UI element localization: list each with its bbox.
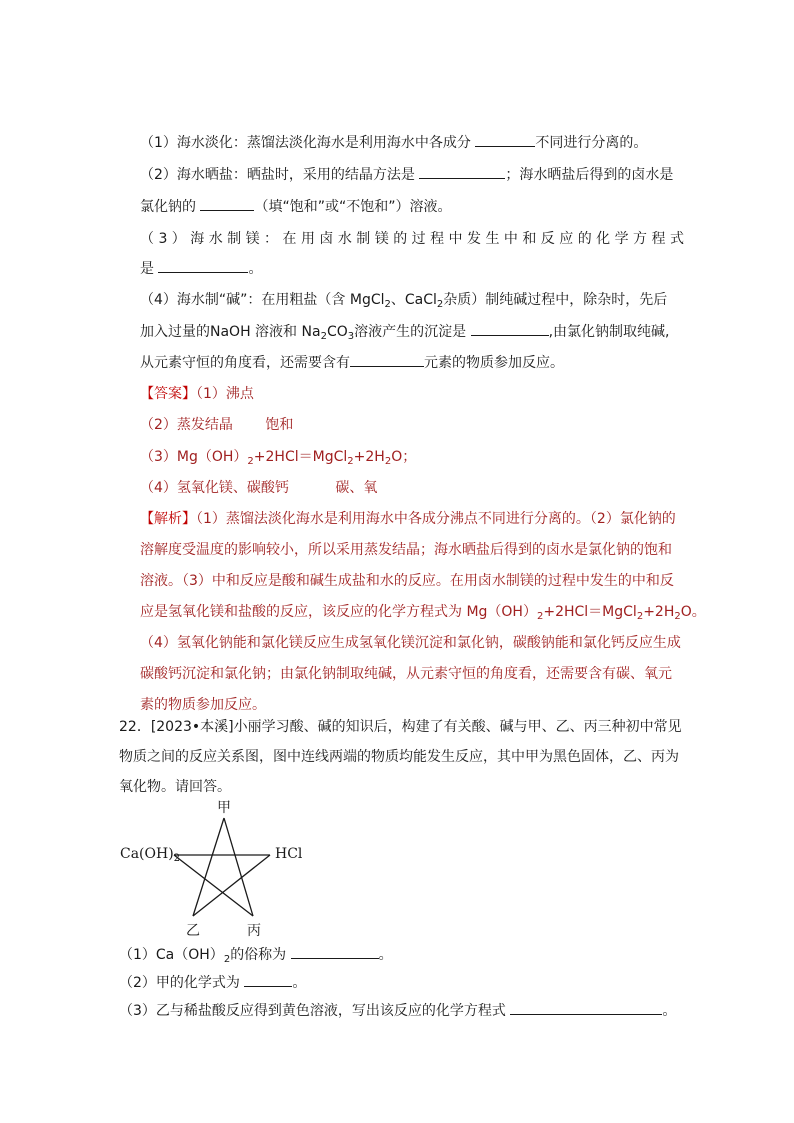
- question-line: （2）海水晒盐：晒盐时，采用的结晶方法是 ；海水晒盐后得到的卤水是: [140, 164, 673, 185]
- star-lines: [116, 795, 306, 940]
- question-line: （ 3 ） 海 水 制 镁 ： 在 用 卤 水 制 镁 的 过 程 中 发 生 中 和 反 应 的 化 学 方 程 式: [140, 231, 684, 247]
- label-yi: 乙: [186, 923, 200, 939]
- answer-blank[interactable]: [419, 164, 505, 179]
- answer-blank[interactable]: [510, 1000, 662, 1015]
- answer-blank[interactable]: [350, 352, 424, 367]
- analysis-line: 溶液。（3）中和反应是酸和碱生成盐和水的反应。在用卤水制镁的过程中发生的中和反: [140, 573, 674, 589]
- question-line: （4）海水制“碱”：在用粗盐（含 MgCl$_2$、CaCl$_2$杂质）制纯碱过程中，除杂时，先后: [140, 292, 668, 310]
- label-caoh2: $Ca(OH)_2$: [120, 846, 181, 864]
- analysis-tag: 【解析】: [140, 511, 196, 527]
- question-22-sub: $(1)Ca(OH)_2$的俗称为 。: [119, 944, 393, 970]
- answer-blank[interactable]: [244, 972, 292, 987]
- question-line: （1）海水淡化：蒸馏法淡化海水是利用海水中各成分 不同进行分离的。: [140, 132, 647, 153]
- answer-tag: 【答案】: [140, 386, 196, 402]
- analysis-line: 应是氢氧化镁和盐酸的反应，该反应的化学方程式为 $Mg(OH)_2+2HCl=MgCl_2+2H_2O$。: [140, 604, 706, 622]
- answer-line: $(3)Mg(OH)_2+2HCl=MgCl_2+2H_2O$；: [140, 449, 417, 467]
- question-22-sub: （2）甲的化学式为 。: [119, 972, 306, 993]
- analysis-line: （4）氢氧化钠能和氯化镁反应生成氢氧化镁沉淀和氯化钠，碳酸钠能和氯化钙反应生成: [140, 635, 681, 651]
- analysis-line: 素的物质参加反应。: [140, 697, 266, 713]
- analysis-line: 溶解度受温度的影响较小，所以采用蒸发结晶；海水晒盐后得到的卤水是氯化钠的饱和: [140, 542, 672, 558]
- answer-line: 【答案】（1）沸点: [140, 386, 254, 402]
- label-hcl: HCl: [275, 846, 303, 862]
- answer-blank[interactable]: [475, 132, 535, 147]
- question-line: 氯化钠的 （填“饱和”或“不饱和”）溶液。: [140, 196, 451, 217]
- answer-line: （2）蒸发结晶 饱和: [140, 417, 294, 433]
- question-line: 是 。: [140, 258, 262, 279]
- question-22-line: 22．[2023•本溪]小丽学习酸、碱的知识后，构建了有关酸、碱与甲、乙、丙三种初中常见: [119, 719, 682, 735]
- analysis-line: 碳酸钙沉淀和氯化钠；由氯化钠制取纯碱，从元素守恒的角度看，还需要含有碳、氧元: [140, 666, 672, 682]
- question-22-line: 氧化物。请回答。: [119, 779, 231, 795]
- label-jia: 甲: [217, 800, 231, 816]
- answer-blank[interactable]: [471, 321, 549, 336]
- reaction-star-diagram: [116, 795, 306, 940]
- question-line: 加入过量的NaOH 溶液和 $Na_2CO_3$溶液产生的沉淀是 ,由氯化钠制取纯碱,: [140, 321, 669, 347]
- label-bing: 丙: [247, 923, 261, 939]
- question-line: 从元素守恒的角度看，还需要含有 元素的物质参加反应。: [140, 352, 564, 373]
- answer-line: （4）氢氧化镁、碳酸钙 碳、氧: [140, 480, 378, 496]
- analysis-line: 【解析】（1）蒸馏法淡化海水是利用海水中各成分沸点不同进行分离的。（2）氯化钠的: [140, 511, 676, 527]
- answer-blank[interactable]: [200, 196, 254, 211]
- question-22-line: 物质之间的反应关系图，图中连线两端的物质均能发生反应，其中甲为黑色固体，乙、丙为: [119, 749, 679, 765]
- answer-blank[interactable]: [291, 944, 379, 959]
- answer-blank[interactable]: [158, 258, 248, 273]
- question-22-sub: （3）乙与稀盐酸反应得到黄色溶液，写出该反应的化学方程式 。: [119, 1000, 676, 1021]
